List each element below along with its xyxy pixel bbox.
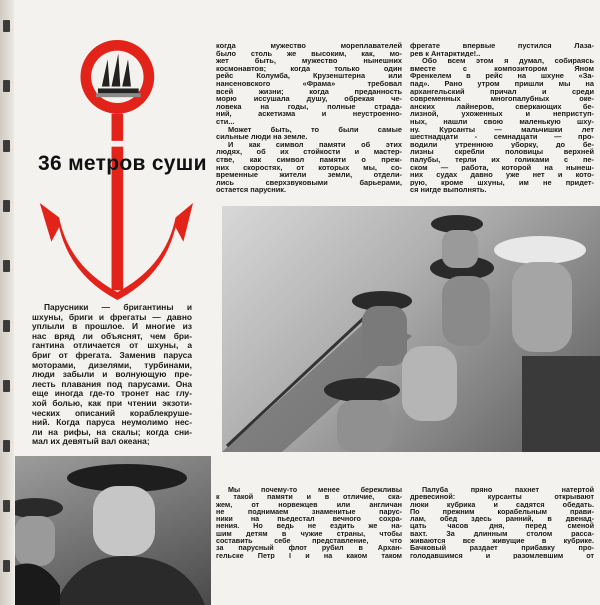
text-line: ли на рифы, на скалы; когда сни- bbox=[32, 427, 192, 437]
text-line: за парусный флот рубил в Архан- bbox=[216, 544, 402, 552]
text-line: лесть плавания под парусами. Она bbox=[32, 379, 192, 389]
text-line: пад». Рано утром пришли мы на bbox=[410, 79, 594, 88]
text-line: них скоростях, от которых мы, со- bbox=[216, 163, 402, 172]
text-line: нансеновского «Фрама» требовал bbox=[216, 79, 402, 88]
text-line: По прежним корабельным прави- bbox=[410, 507, 594, 516]
text-line: ловека на годы, полные страда- bbox=[216, 102, 402, 111]
text-line: водили утреннюю уборку, до бе- bbox=[410, 140, 594, 149]
text-line: ний. Когда паруса неумолимо нес- bbox=[32, 418, 192, 428]
text-line: рейс Колумба, Крузенштерна или bbox=[216, 72, 402, 80]
text-line: стве, как символ памяти о преж- bbox=[216, 155, 402, 164]
text-line: лизной, ухоженных и неприступ- bbox=[410, 110, 594, 118]
text-line: было столь же высоким, как, мо- bbox=[216, 49, 402, 58]
text-line: живаются все живущие в кубрике. bbox=[410, 537, 594, 545]
text-line: современных многопалубных оке- bbox=[410, 95, 594, 103]
text-line: моторами, дизелями, турбинами, bbox=[32, 360, 192, 370]
text-line: анских лайнеров, сверкающих бе- bbox=[410, 102, 594, 111]
text-line: гантина отличается от шхуны, а bbox=[32, 341, 192, 351]
text-line: ники на пьедестал вечного сохра- bbox=[216, 515, 402, 523]
text-line: составить себе представление, что bbox=[216, 537, 402, 545]
text-line: них судах давно уже нет и кото- bbox=[410, 171, 594, 179]
text-line: шим детям в чужие страны, чтобы bbox=[216, 529, 402, 538]
text-line: Палуба пряно пахнет натертой bbox=[422, 486, 594, 494]
text-line: нения. Но ведь не ездить же на- bbox=[216, 522, 402, 530]
text-line: рую, кроме шхуны, им не придет- bbox=[410, 178, 594, 187]
text-line: древесиной: курсанты открывают bbox=[410, 493, 594, 501]
cadets-photo bbox=[222, 206, 600, 452]
text-line: фрегате впервые пустился Лаза- bbox=[410, 42, 594, 50]
text-line: рев к Антарктиде!.. bbox=[410, 49, 481, 58]
text-line: лись сверхзвуковыми барьерами, bbox=[216, 178, 402, 187]
bottom-middle-text-column bbox=[216, 486, 402, 559]
text-line: вместе с композитором Яном bbox=[410, 64, 594, 73]
text-line: лам, обед здесь ранний, в двенад- bbox=[410, 515, 594, 523]
article-title: 36 метров суши bbox=[38, 152, 207, 175]
text-line: цать часов дня, перед сменой bbox=[410, 522, 594, 530]
text-line: еще иногда где-то тронет нас глу- bbox=[32, 389, 192, 399]
text-line: шестнадцати - семнадцати — про- bbox=[410, 133, 594, 141]
text-line: архангельский причал и среди bbox=[410, 87, 594, 96]
text-line: временные жители земли, отдели- bbox=[216, 171, 402, 179]
page-binding bbox=[0, 0, 14, 605]
left-text-column bbox=[32, 303, 192, 447]
text-line: бриг от фрегата. Заменив паруса bbox=[32, 350, 192, 360]
text-line: людях, об их стойкости и мастер- bbox=[216, 148, 402, 156]
middle-text-column bbox=[216, 42, 402, 194]
bottom-right-text-column bbox=[410, 486, 594, 559]
text-line: ных, нашли свою маленькую шху- bbox=[410, 117, 594, 126]
text-line: голодавшимся и разомлевшим от bbox=[410, 551, 594, 559]
text-line: палубы, терли их голиками с пе- bbox=[410, 155, 594, 164]
text-line: ний, аскетизма и неустроенно- bbox=[216, 110, 402, 118]
text-line: ну. Курсанты — мальчишки лет bbox=[410, 125, 594, 134]
text-line: космонавтов; когда только один bbox=[216, 64, 402, 73]
text-line: ском — работа, которой на нынеш- bbox=[410, 163, 594, 172]
cadet-portrait-photo bbox=[15, 456, 211, 605]
text-line: сильные люди на земле. bbox=[216, 133, 308, 141]
text-line: люки кубрика и садятся обедать. bbox=[410, 500, 594, 508]
text-line: сти... bbox=[216, 117, 235, 126]
text-line: нас вряд ли объяснят, чем бри- bbox=[32, 331, 192, 341]
text-line: остается парусник. bbox=[216, 186, 287, 194]
text-line: вахт. За длинным столом расса- bbox=[410, 529, 594, 538]
text-line: Обо всем этом я думал, собираясь bbox=[422, 57, 594, 65]
text-line: Френкелем в рейс на шхуне «За- bbox=[410, 72, 594, 80]
text-line: к такой памяти и в отличие, ска- bbox=[216, 493, 402, 501]
text-line: Может быть, то были самые bbox=[228, 125, 402, 134]
text-line: гельске Петр I и на каком таком bbox=[216, 551, 402, 559]
right-text-column bbox=[410, 42, 594, 194]
text-line: мал их девятый вал океана; bbox=[32, 437, 150, 447]
text-line: хой болью, как при чтении экзоти- bbox=[32, 398, 192, 408]
text-line: жем, от норвежцев или англичан bbox=[216, 500, 402, 508]
text-line: когда мужество мореплавателей bbox=[216, 42, 402, 50]
text-line: ся нигде выполнять. bbox=[410, 186, 487, 194]
text-line: уплыли в прошлое. И многие из bbox=[32, 322, 192, 332]
text-line: морю иссушала душу, обрекая че- bbox=[216, 95, 402, 103]
text-line: люди забыли и волнующую пре- bbox=[32, 370, 192, 380]
text-line: Бачковый раздает прибавку про- bbox=[410, 544, 594, 552]
text-line: всей жизни; когда преданность bbox=[216, 87, 402, 96]
text-line: шхуны, бриги и фрегаты — давно bbox=[32, 312, 192, 322]
text-line: Мы почему-то менее бережливы bbox=[228, 486, 402, 494]
text-line: ческих описаний кораблекруше- bbox=[32, 408, 192, 418]
text-line: И как символ памяти об этих bbox=[228, 140, 402, 149]
text-line: жет быть, мужество нынешних bbox=[216, 57, 402, 65]
text-line: Парусники — бригантины и bbox=[44, 303, 192, 312]
text-line: лизны скребли половицы верхней bbox=[410, 148, 594, 156]
text-line: не поднимаем знаменитые парус- bbox=[216, 507, 402, 516]
